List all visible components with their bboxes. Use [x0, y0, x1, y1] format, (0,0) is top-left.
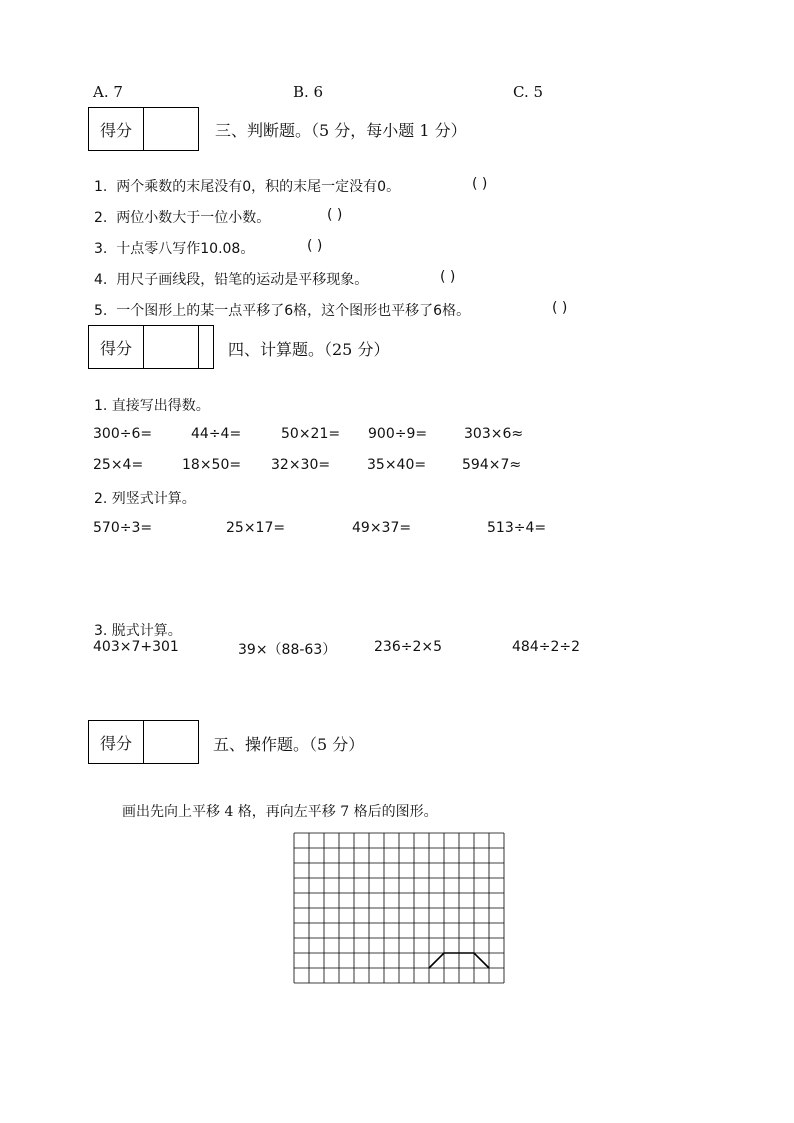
q-text: 两个乘数的末尾没有0，积的末尾一定没有0。 — [116, 179, 401, 195]
calc-item: 50×21= — [281, 426, 341, 442]
q-number: 5. — [94, 303, 108, 319]
judge-q3 — [94, 238, 254, 258]
score-box-section3 — [88, 107, 199, 151]
calc-item: 35×40= — [367, 457, 427, 473]
judge-q3-paren[interactable]: ( ) — [307, 238, 323, 254]
score-blank[interactable] — [144, 326, 198, 368]
calc-item: 513÷4= — [487, 520, 547, 536]
judge-q4-paren[interactable]: ( ) — [440, 269, 456, 285]
calc-item: 484÷2÷2 — [512, 639, 580, 655]
square-grid[interactable] — [293, 832, 505, 988]
judge-q5 — [94, 300, 470, 320]
section5-title: 五、操作题。（5 分） — [213, 735, 365, 754]
calc-item: 18×50= — [182, 457, 242, 473]
calc-item: 236÷2×5 — [374, 639, 442, 655]
q-number: 4. — [94, 272, 108, 288]
q-text: 用尺子画线段，铅笔的运动是平移现象。 — [116, 272, 369, 288]
section3-title: 三、判断题。（5 分，每小题 1 分） — [215, 121, 467, 140]
calc-item: 39×（88-63） — [238, 642, 337, 658]
q-text: 一个图形上的某一点平移了6格，这个图形也平移了6格。 — [116, 303, 471, 319]
score-box-section4 — [88, 325, 214, 369]
judge-q1-paren[interactable]: ( ) — [472, 176, 488, 192]
section4-title: 四、计算题。（25 分） — [228, 340, 390, 359]
judge-q1 — [94, 176, 400, 196]
calc-item: 49×37= — [352, 520, 412, 536]
q-number: 3. — [94, 241, 108, 257]
calc-item: 570÷3= — [93, 520, 153, 536]
option-a: A. 7 — [93, 83, 123, 101]
calc-item: 25×17= — [226, 520, 286, 536]
calc-item: 44÷4= — [191, 426, 242, 442]
calc-item: 32×30= — [271, 457, 331, 473]
operation-instruction: 画出先向上平移 4 格，再向左平移 7 格后的图形。 — [122, 804, 438, 820]
option-c: C. 5 — [513, 83, 544, 101]
calc-item: 403×7+301 — [93, 639, 179, 655]
q-number: 1. — [94, 179, 108, 195]
score-blank[interactable] — [144, 721, 198, 763]
judge-q2 — [94, 207, 270, 227]
q-text: 十点零八写作10.08。 — [116, 241, 255, 257]
grid-canvas[interactable] — [293, 832, 505, 984]
calc-item: 25×4= — [93, 457, 144, 473]
judge-q5-paren[interactable]: ( ) — [552, 300, 568, 316]
q-number: 2. — [94, 210, 108, 226]
calc-part1-label: 1. 直接写出得数。 — [94, 398, 210, 414]
calc-item: 303×6≈ — [464, 426, 524, 442]
calc-part3-label: 3. 脱式计算。 — [94, 623, 182, 639]
q-text: 两位小数大于一位小数。 — [116, 210, 271, 226]
calc-item: 300÷6= — [93, 426, 153, 442]
calc-part2-label: 2. 列竖式计算。 — [94, 491, 196, 507]
score-label: 得分 — [89, 326, 144, 368]
calc-item: 594×7≈ — [462, 457, 522, 473]
score-box-section5 — [88, 720, 199, 764]
score-label: 得分 — [89, 108, 144, 150]
calc-item: 900÷9= — [368, 426, 428, 442]
score-blank[interactable] — [144, 108, 198, 150]
option-b: B. 6 — [293, 83, 324, 101]
judge-q2-paren[interactable]: ( ) — [327, 207, 343, 223]
score-label: 得分 — [89, 721, 144, 763]
judge-q4 — [94, 269, 368, 289]
score-blank-extra — [198, 326, 213, 368]
